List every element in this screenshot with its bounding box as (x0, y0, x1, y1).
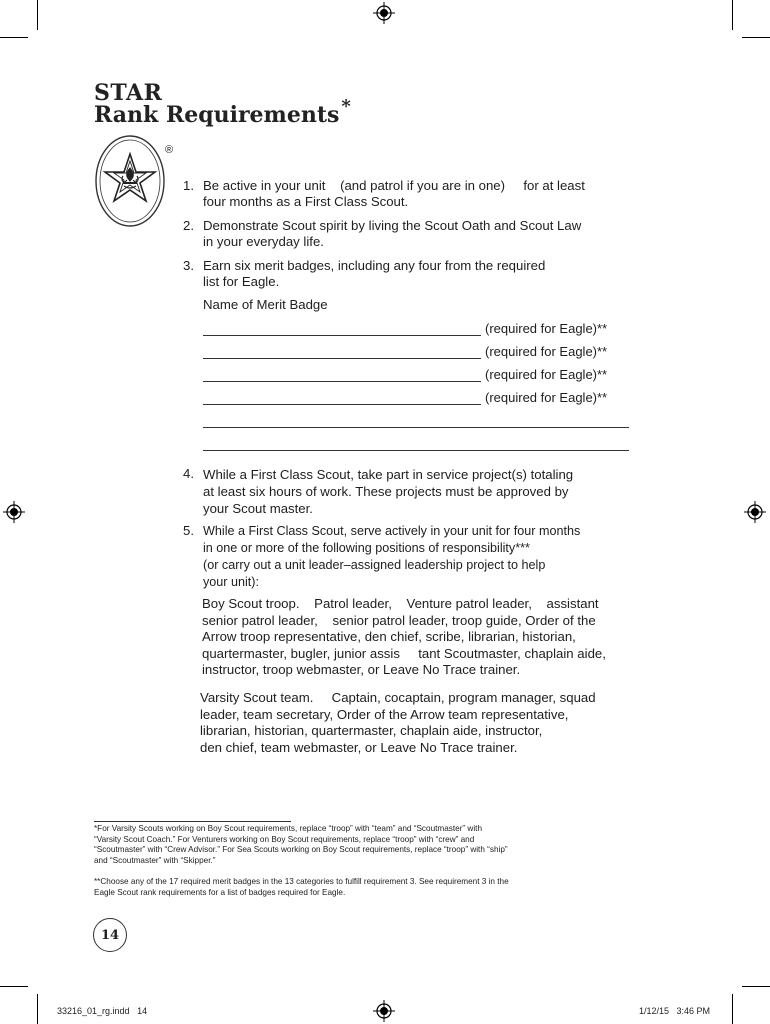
footnote-1: *For Varsity Scouts working on Boy Scout requirements, replace “troop” with “team” and “Scoutmaster” with “Varsity Scout Coach.” For Venturers working on Boy Scout requirements, replace “troop” with “crew” and “Scoutmaster” with “Crew Advisor.” For Sea Scouts working on Boy Scout requirements, replace “troop” with “ship” and “Scoutmaster” with “Skipper.” (94, 824, 508, 865)
requirement-number: 4. (183, 466, 194, 481)
requirement-number: 2. (183, 218, 194, 233)
page-title (94, 80, 351, 128)
merit-badge-required-row: (required for Eagle)** (203, 390, 607, 405)
merit-badge-blank[interactable] (203, 347, 481, 359)
requirement-number: 3. (183, 258, 194, 273)
merit-badge-required-row: (required for Eagle)** (203, 367, 607, 382)
merit-badge-blank[interactable] (203, 370, 481, 382)
merit-badge-blank[interactable] (203, 427, 629, 428)
registration-mark-icon (744, 501, 766, 523)
boy-scout-positions: Boy Scout troop. Patrol leader, Venture patrol leader, assistant senior patrol leader, senior patrol leader, troop guide, Order of the Arrow troop representative, den chief, scribe, librarian, historian, quartermaster, bugler, junior assis tant Scoutmaster, chaplain aide, instructor, troop webmaster, or Leave No Trace trainer. (202, 596, 606, 678)
title-line-2: Rank Requirements (94, 102, 340, 128)
varsity-positions: Varsity Scout team. Captain, cocaptain, program manager, squad leader, team secretary, Order of the Arrow team representative, librarian, historian, quartermaster, chaplain aide, instructor, den chief, team webmaster, or Leave No Trace trainer. (200, 690, 596, 755)
crop-mark (742, 986, 770, 987)
registration-mark-icon (3, 501, 25, 523)
requirement-1-text: Be active in your unit (and patrol if you are in one) for at least four months as a First Class Scout. (203, 178, 585, 209)
print-date: 1/12/15 3:46 PM (639, 1006, 711, 1016)
crop-mark (37, 0, 38, 30)
merit-badge-blank[interactable] (203, 324, 481, 336)
print-file-name: 33216_01_rg.indd 14 (57, 1006, 148, 1016)
crop-mark (0, 37, 28, 38)
requirement-5-text: While a First Class Scout, serve actively in your unit for four months in one or more of the following positions of responsibility*** (or carry out a unit leader–assigned leadership project to help your unit): (203, 524, 581, 589)
requirement-number: 5. (183, 523, 194, 538)
requirement-4-text: While a First Class Scout, take part in service project(s) totaling at least six hours of work. These projects must be approved by your Scout master. (203, 467, 574, 516)
crop-mark (732, 994, 733, 1024)
crop-mark (37, 994, 38, 1024)
title-asterisk: * (341, 96, 351, 117)
merit-badge-heading: Name of Merit Badge (203, 297, 328, 312)
crop-mark (732, 0, 733, 30)
merit-badge-blank[interactable] (203, 450, 629, 451)
crop-mark (0, 986, 28, 987)
merit-badge-required-row: (required for Eagle)** (203, 321, 607, 336)
registration-mark-icon (373, 2, 395, 24)
page-number: 14 (100, 927, 120, 943)
registration-mark-icon (373, 1000, 395, 1022)
registered-mark: ® (165, 144, 174, 156)
footnote-divider (94, 821, 291, 822)
requirement-3-text: Earn six merit badges, including any four from the required list for Eagle. (203, 258, 546, 289)
requirement-2-text: Demonstrate Scout spirit by living the Scout Oath and Scout Law in your everyday life. (203, 218, 582, 249)
merit-badge-blank[interactable] (203, 393, 481, 405)
star-rank-badge-icon (94, 134, 166, 228)
footnote-2: **Choose any of the 17 required merit badges in the 13 categories to fulfill requirement 3. See requirement 3 in the Eagle Scout rank requirements for a list of badges required for Eagle. (94, 877, 509, 897)
requirement-number: 1. (183, 178, 194, 193)
title-line-1: STAR (94, 80, 163, 106)
merit-badge-required-row: (required for Eagle)** (203, 344, 607, 359)
page-number-badge (93, 918, 127, 952)
crop-mark (742, 37, 770, 38)
